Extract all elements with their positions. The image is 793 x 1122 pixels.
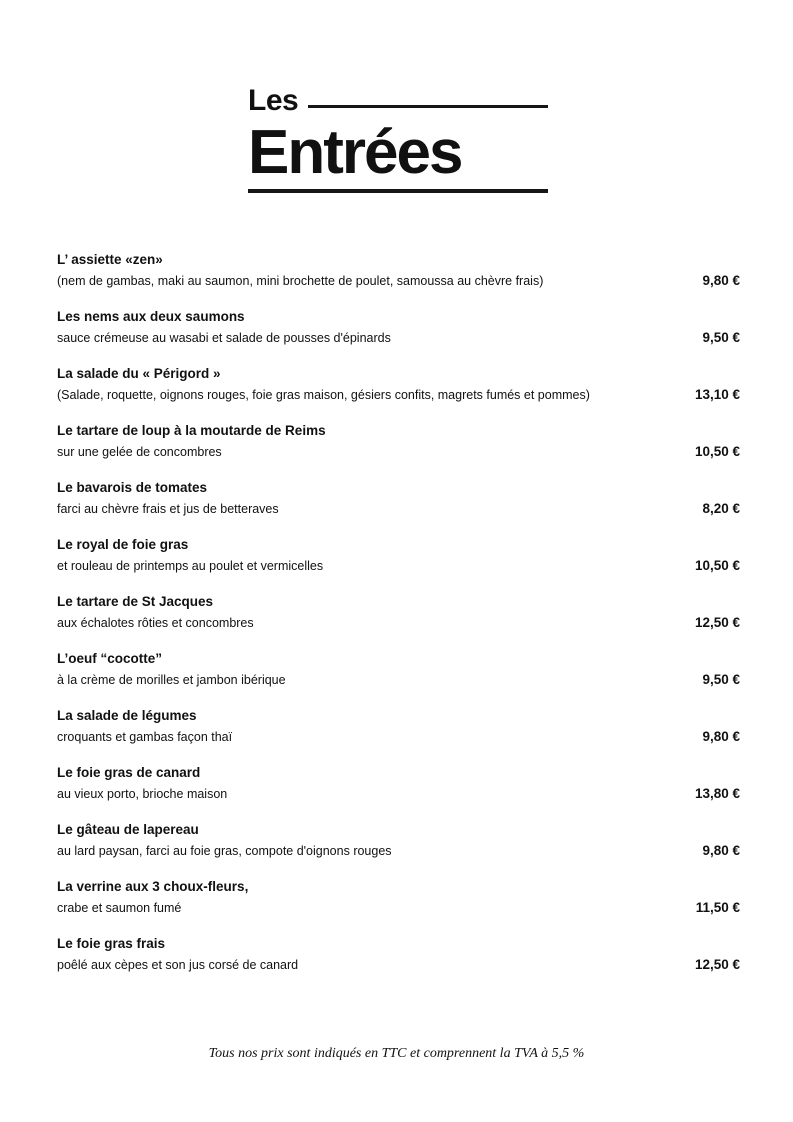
dish-price: 10,50 € — [694, 558, 740, 573]
dish-description: crabe et saumon fumé — [57, 901, 182, 915]
title-rule — [308, 105, 548, 108]
menu-list — [57, 252, 740, 993]
menu-item — [57, 936, 740, 973]
dish-price: 13,80 € — [694, 786, 740, 801]
dish-name: Le bavarois de tomates — [57, 480, 208, 495]
menu-item — [57, 879, 740, 916]
menu-item — [57, 252, 740, 289]
dish-price: 9,50 € — [702, 672, 740, 687]
dish-price: 12,50 € — [694, 957, 740, 972]
dish-name: Le gâteau de lapereau — [57, 822, 199, 837]
dish-name: Le foie gras de canard — [57, 765, 201, 780]
dish-name: Le tartare de St Jacques — [57, 594, 214, 609]
dish-description: croquants et gambas façon thaï — [57, 730, 233, 744]
dish-name: L’ assiette «zen» — [57, 252, 163, 267]
title-underline — [248, 189, 548, 193]
menu-item — [57, 537, 740, 574]
dish-description: sauce crémeuse au wasabi et salade de pousses d'épinards — [57, 331, 391, 345]
page-title — [248, 84, 548, 193]
menu-item — [57, 708, 740, 745]
dish-description: sur une gelée de concombres — [57, 445, 222, 459]
dish-name: Le royal de foie gras — [57, 537, 189, 552]
menu-item — [57, 594, 740, 631]
dish-name: La salade du « Périgord » — [57, 366, 221, 381]
dish-name: Le foie gras frais — [57, 936, 166, 951]
dish-description: au vieux porto, brioche maison — [57, 787, 228, 801]
menu-item — [57, 651, 740, 688]
dish-price: 11,50 € — [695, 900, 740, 915]
menu-item — [57, 309, 740, 346]
dish-price: 9,50 € — [702, 330, 740, 345]
menu-item — [57, 480, 740, 517]
dish-price: 9,80 € — [702, 729, 740, 744]
title-small-text: Les — [248, 84, 299, 117]
footer-note: Tous nos prix sont indiqués en TTC et comprennent la TVA à 5,5 % — [208, 1046, 585, 1061]
dish-name: La verrine aux 3 choux-fleurs, — [57, 879, 249, 894]
dish-description: (Salade, roquette, oignons rouges, foie gras maison, gésiers confits, magrets fumés et pommes) — [57, 388, 590, 402]
menu-item — [57, 822, 740, 859]
dish-name: Le tartare de loup à la moutarde de Reims — [57, 423, 326, 438]
title-large-text: Entrées — [248, 118, 462, 187]
dish-name: Les nems aux deux saumons — [57, 309, 245, 324]
menu-item — [57, 765, 740, 802]
dish-name: L’oeuf “cocotte” — [57, 651, 163, 666]
dish-price: 12,50 € — [694, 615, 740, 630]
menu-item — [57, 366, 740, 403]
dish-price: 10,50 € — [694, 444, 740, 459]
dish-description: poêlé aux cèpes et son jus corsé de canard — [57, 958, 299, 972]
dish-description: aux échalotes rôties et concombres — [57, 616, 254, 630]
dish-description: et rouleau de printemps au poulet et vermicelles — [57, 559, 324, 573]
dish-name: La salade de légumes — [57, 708, 197, 723]
dish-price: 8,20 € — [702, 501, 740, 516]
dish-description: à la crème de morilles et jambon ibérique — [57, 673, 286, 687]
menu-item — [57, 423, 740, 460]
dish-price: 9,80 € — [702, 843, 740, 858]
dish-description: farci au chèvre frais et jus de betteraves — [57, 502, 279, 516]
dish-price: 13,10 € — [694, 387, 740, 402]
dish-description: au lard paysan, farci au foie gras, compote d'oignons rouges — [57, 844, 392, 858]
dish-description: (nem de gambas, maki au saumon, mini brochette de poulet, samoussa au chèvre frais) — [57, 274, 544, 288]
dish-price: 9,80 € — [702, 273, 740, 288]
